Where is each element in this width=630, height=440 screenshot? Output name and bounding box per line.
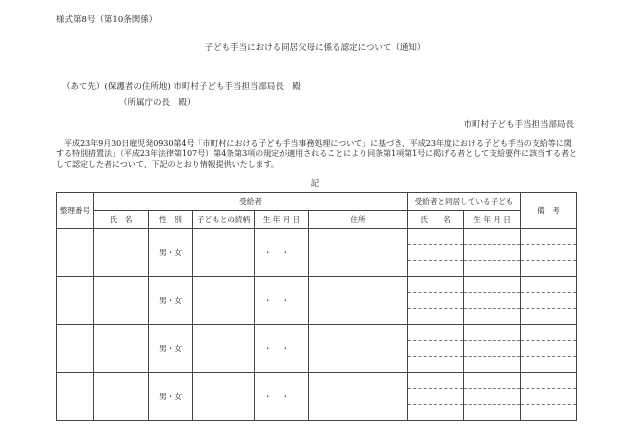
dob-cell[interactable]: ・・: [255, 373, 309, 421]
name-cell[interactable]: [94, 373, 149, 421]
remarks-cell[interactable]: [521, 373, 577, 421]
header-name: 氏 名: [94, 211, 149, 229]
sex-cell[interactable]: 男・女: [149, 325, 193, 373]
child-dob-cell[interactable]: [464, 373, 521, 421]
form-number: 様式第8号（第10条関係）: [56, 15, 158, 25]
name-cell[interactable]: [94, 277, 149, 325]
child-name-cell[interactable]: [408, 373, 464, 421]
table-row: [57, 229, 577, 277]
body-paragraph: 平成23年9月30日雇児発0930第4号「市町村における子ども手当事務処理について」に基づき、平成23年度における子ども手当の支給等に関する特別措置法」（平成23年法律第107号）第4条第3項の規定が適用されることにより同条第1項第1号に掲げる者として支給要件に該当する者として認定した者について、下記のとおり情報提供いたします。: [56, 138, 578, 169]
sender: 市町村子ども手当担当部局長: [463, 120, 574, 130]
addressee-line-2: （所属庁の長 殿）: [119, 98, 196, 108]
header-sex: 性 別: [149, 211, 193, 229]
header-cohabiting-child: 受給者と同居している子ども: [408, 193, 521, 211]
header-serial: 整理番号: [57, 193, 94, 229]
name-cell[interactable]: [94, 325, 149, 373]
name-cell[interactable]: [94, 229, 149, 277]
header-remarks: 備 考: [521, 193, 577, 229]
header-recipient: 受給者: [94, 193, 408, 211]
child-name-cell[interactable]: [408, 325, 464, 373]
header-dob: 生 年 月 日: [255, 211, 309, 229]
child-name-cell[interactable]: [408, 277, 464, 325]
dob-cell[interactable]: ・・: [255, 229, 309, 277]
document-title: 子ども手当における同居父母に係る認定について（通知）: [204, 43, 426, 53]
address-cell[interactable]: [309, 325, 408, 373]
child-dob-cell[interactable]: [464, 325, 521, 373]
header-child-name: 氏 名: [408, 211, 464, 229]
header-address: 住所: [309, 211, 408, 229]
addressee-line-1: （あて先）(保護者の住所地) 市町村子ども手当担当部局長 殿: [62, 82, 301, 92]
address-cell[interactable]: [309, 277, 408, 325]
child-name-cell[interactable]: [408, 229, 464, 277]
relation-cell[interactable]: [193, 325, 255, 373]
dob-cell[interactable]: ・・: [255, 325, 309, 373]
recipient-table: [56, 192, 577, 421]
address-cell[interactable]: [309, 229, 408, 277]
dob-cell[interactable]: ・・: [255, 277, 309, 325]
remarks-cell[interactable]: [521, 325, 577, 373]
serial-cell[interactable]: [57, 229, 94, 277]
child-dob-cell[interactable]: [464, 277, 521, 325]
relation-cell[interactable]: [193, 373, 255, 421]
serial-cell[interactable]: [57, 277, 94, 325]
ki-heading: 記: [310, 179, 320, 189]
header-relation: 子どもとの続柄: [193, 211, 255, 229]
relation-cell[interactable]: [193, 277, 255, 325]
sex-cell[interactable]: 男・女: [149, 229, 193, 277]
serial-cell[interactable]: [57, 325, 94, 373]
serial-cell[interactable]: [57, 373, 94, 421]
relation-cell[interactable]: [193, 229, 255, 277]
child-dob-cell[interactable]: [464, 229, 521, 277]
remarks-cell[interactable]: [521, 277, 577, 325]
sex-cell[interactable]: 男・女: [149, 373, 193, 421]
header-child-dob: 生 年 月 日: [464, 211, 521, 229]
address-cell[interactable]: [309, 373, 408, 421]
table-row: [57, 325, 577, 373]
table-row: [57, 373, 577, 421]
sex-cell[interactable]: 男・女: [149, 277, 193, 325]
table-row: [57, 277, 577, 325]
remarks-cell[interactable]: [521, 229, 577, 277]
